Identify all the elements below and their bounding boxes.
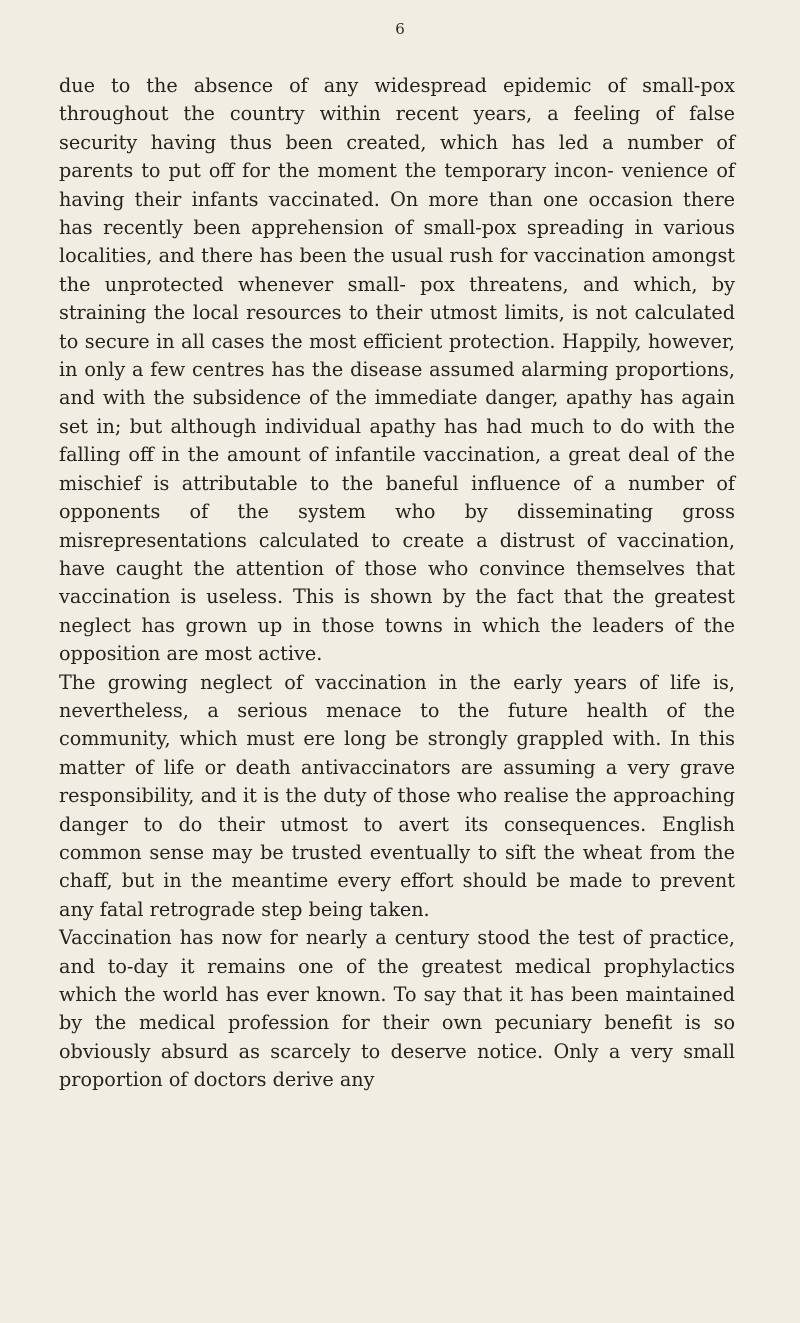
page-number: 6 <box>395 20 405 38</box>
paragraph-3: Vaccination has now for nearly a century stood the test of practice, and to-day it remains one of the greatest medical prophylactics which the world has ever known. To say that it has been maintained by the medical profession for their own pecuniary benefit is so obviously absurd as scarcely to deserve notice. Only a very small proportion of doctors derive any <box>59 926 735 1092</box>
paragraph-2: The growing neglect of vaccination in the early years of life is, nevertheless, a serious menace to the future health of the community, which must ere long be strongly grappled with. In this matter of life or death antivaccinators are assuming a very grave responsibility, and it is the duty of those who realise the approaching danger to do their utmost to avert its consequences. English common sense may be trusted eventually to sift the wheat from the chaff, but in the meantime every effort should be made to prevent any fatal retrograde step being taken. <box>59 670 735 921</box>
paragraph-1: due to the absence of any widespread epidemic of small-pox throughout the country within recent years, a feeling of false security having thus been created, which has led a number of parents to put off for the moment the temporary incon- venience of having their infants vaccinated. On more than one occasion there has recently been apprehension of small-pox spreading in various localities, and there has been the usual rush for vaccination amongst the unprotected whenever small- pox threatens, and which, by straining the local resources to their utmost limits, is not calculated to secure in all cases the most efficient protection. Happily, however, in only a few centres has the disease assumed alarming proportions, and with the subsidence of the immediate danger, apathy has again set in; but although individual apathy has had much to do with the falling off in the amount of infantile vaccination, a great deal of the mischief is attributable to the baneful influence of a number of opponents of the system who by disseminating gross misrepresentations calculated to create a distrust of vaccination, have caught the attention of those who convince themselves that vaccination is useless. This is shown by the fact that the greatest neglect has grown up in those towns in which the leaders of the opposition are most active. <box>59 74 735 666</box>
body-text <box>59 72 735 1095</box>
